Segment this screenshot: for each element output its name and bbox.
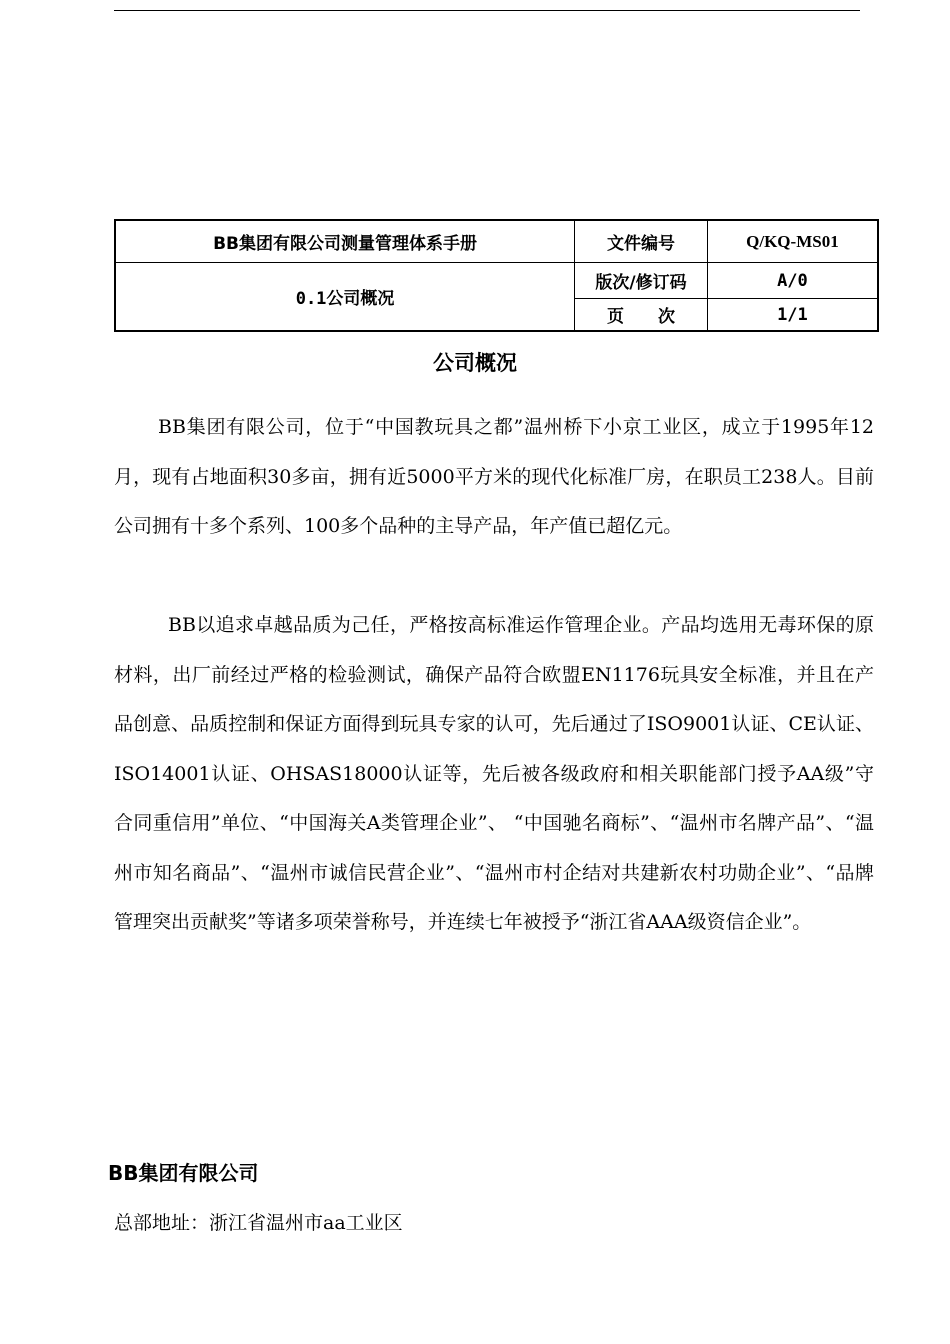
page-heading: 公司概况: [433, 351, 517, 375]
paragraph-intro: BB集团有限公司，位于“中国教玩具之都”温州桥下小京工业区，成立于1995年12月，现有占地面积30多亩，拥有近5000平方米的现代化标准厂房，在职员工238人。目前公司拥有十多个系列、100多个品种的主导产品，年产值已超亿元。: [114, 416, 874, 537]
company-name: BB集团有限公司: [108, 1161, 259, 1185]
paragraph-quality: BB以追求卓越品质为己任，严格按高标准运作管理企业。产品均选用无毒环保的原材料，出厂前经过严格的检验测试，确保产品符合欧盟EN1176玩具安全标准，并且在产品创意、品质控制和保证方面得到玩具专家的认可，先后通过了ISO9001认证、CE认证、ISO14001认证、OHSAS18000认证等，先后被各级政府和相关职能部门授予AA级”守合同重信用”单位、“中国海关A类管理企业”、 “中国驰名商标”、“温州市名牌产品”、“温州市知名商品”、“温州市诚信民营企业”、“温州市村企结对共建新农村功勋企业”、“品牌管理突出贡献奖”等诸多项荣誉称号，并连续七年被授予“浙江省AAA级资信企业”。: [114, 614, 874, 933]
document-header-table: [114, 219, 879, 332]
section-title: 0.1公司概况: [115, 263, 575, 332]
company-address: 总部地址：浙江省温州市aa工业区: [114, 1212, 403, 1234]
top-rule: [114, 10, 860, 11]
page-label: 页 次: [575, 299, 708, 332]
file-no-value: Q/KQ-MS01: [707, 220, 878, 263]
revision-label: 版次/修订码: [575, 263, 708, 299]
revision-value: A/0: [707, 263, 878, 299]
doc-title: BB集团有限公司测量管理体系手册: [115, 220, 575, 263]
file-no-label: 文件编号: [575, 220, 708, 263]
page-value: 1/1: [707, 299, 878, 332]
